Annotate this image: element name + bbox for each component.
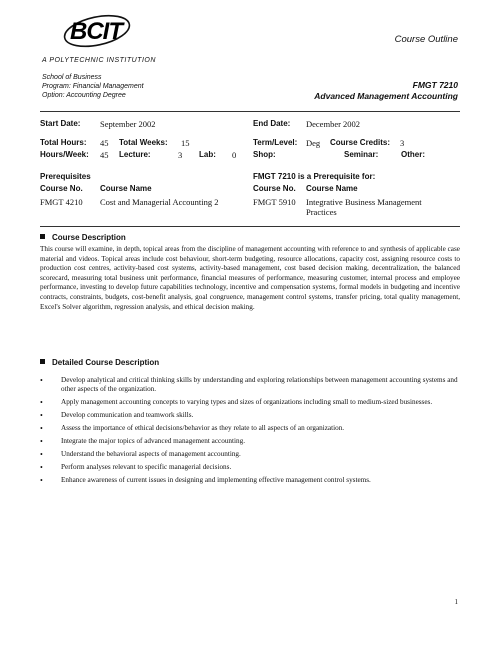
prereq-for-col-name: Course Name: [306, 184, 358, 193]
list-item: • Understand the behavioral aspects of management accounting.: [40, 450, 460, 459]
prereq-course-no: FMGT 4210: [40, 197, 83, 207]
start-date-value: September 2002: [100, 119, 156, 129]
seminar-label: Seminar:: [344, 150, 379, 159]
prereq-for-col-no: Course No.: [253, 184, 296, 193]
square-bullet-icon: [40, 359, 45, 364]
start-date-label: Start Date:: [40, 119, 81, 128]
total-weeks-label: Total Weeks:: [119, 138, 168, 147]
list-item: • Integrate the major topics of advanced management accounting.: [40, 437, 460, 446]
logo-text: BCIT: [70, 18, 122, 45]
list-item: • Develop communication and teamwork skills.: [40, 411, 460, 420]
doc-type: Course Outline: [394, 34, 458, 45]
end-date-label: End Date:: [253, 119, 291, 128]
prereq-col-name: Course Name: [100, 184, 152, 193]
term-level-value: Deg: [306, 138, 321, 148]
prereq-for-title: FMGT 7210 is a Prerequisite for:: [253, 172, 376, 181]
course-credits-label: Course Credits:: [330, 138, 391, 147]
hours-week-value: 45: [100, 150, 109, 160]
page-number: 1: [454, 598, 458, 606]
logo-swoosh-icon: [62, 12, 132, 50]
school: School of Business: [42, 74, 102, 81]
list-item: • Enhance awareness of current issues in designing and implementing effective management control systems.: [40, 476, 460, 485]
list-item: • Assess the importance of ethical decisions/behavior as they relate to all aspects of an organization.: [40, 424, 460, 433]
total-hours-value: 45: [100, 138, 109, 148]
list-item: • Develop analytical and critical thinking skills by understanding and exploring relationships between management accounting systems and other aspects of the organization.: [40, 376, 460, 395]
end-date-value: December 2002: [306, 119, 361, 129]
divider: [40, 111, 460, 112]
prereq-for-course-name: Integrative Business Management Practices: [306, 197, 422, 217]
prereq-title: Prerequisites: [40, 172, 91, 181]
lecture-value: 3: [178, 150, 183, 160]
option: Option: Accounting Degree: [42, 92, 126, 99]
prereq-course-name: Cost and Managerial Accounting 2: [100, 197, 219, 207]
program: Program: Financial Management: [42, 83, 144, 90]
lecture-label: Lecture:: [119, 150, 151, 159]
total-weeks-value: 15: [181, 138, 190, 148]
other-label: Other:: [401, 150, 425, 159]
lab-value: 0: [232, 150, 237, 160]
detailed-description-list: [40, 376, 460, 489]
tagline: A POLYTECHNIC INSTITUTION: [42, 57, 156, 64]
list-item: • Apply management accounting concepts to varying types and sizes of organizations including small to medium-sized businesses.: [40, 398, 460, 407]
course-code: FMGT 7210: [412, 80, 458, 90]
course-description-title: Course Description: [40, 233, 126, 242]
list-item: • Perform analyses relevant to specific managerial decisions.: [40, 463, 460, 472]
lab-label: Lab:: [199, 150, 216, 159]
prereq-for-course-no: FMGT 5910: [253, 197, 296, 207]
shop-label: Shop:: [253, 150, 276, 159]
bcit-logo: [62, 12, 132, 50]
hours-week-label: Hours/Week:: [40, 150, 89, 159]
course-title: Advanced Management Accounting: [314, 91, 458, 101]
course-credits-value: 3: [400, 138, 405, 148]
prereq-col-no: Course No.: [40, 184, 83, 193]
term-level-label: Term/Level:: [253, 138, 298, 147]
divider: [40, 226, 460, 227]
total-hours-label: Total Hours:: [40, 138, 87, 147]
detailed-description-title: Detailed Course Description: [40, 358, 159, 367]
course-description-text: This course will examine, in depth, topical areas from the discipline of management accounting with reference to and synthesis of applicable case material and videos. Topical areas include cost behaviour, short-term budgeting, resource allocations, capacity cost, assigning resource costs to production cost centres, activity-based cost systems, activity-based management, cost based decision making, decentralization, the balanced scorecard, measuring total business unit performance, financial measures of performance, measuring customer, internal process and employee performance, investing to develop future capabilities technology, incentive and compensation systems, formal models in budgeting and incentive contracts, constraints, budgets, cost-benefit analysis, goal congruence, management control systems, transfer pricing, total quality management, Excel's Solver algorithm, regression analysis, and ethical decision making.: [40, 245, 460, 311]
square-bullet-icon: [40, 234, 45, 239]
